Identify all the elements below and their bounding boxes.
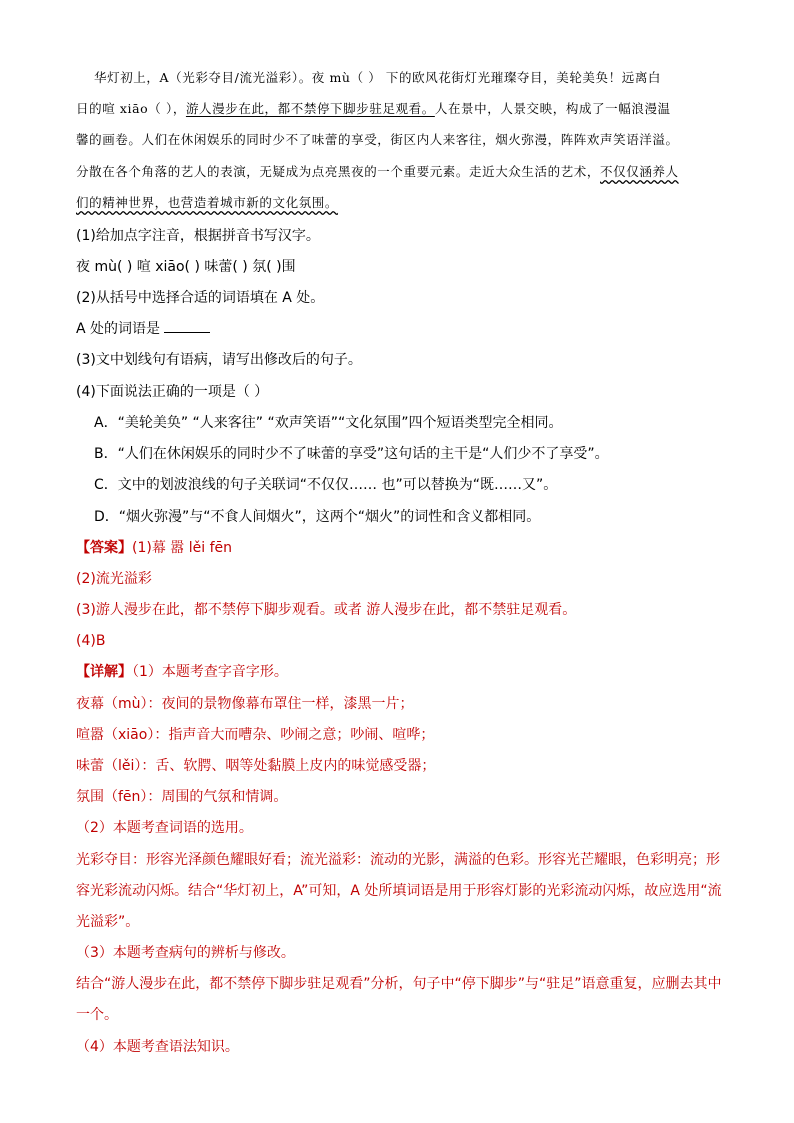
- answer-1: (1)幕 嚣 lěi fēn: [132, 540, 232, 556]
- question-3: (3)文中划线句有语病，请写出修改后的句子。: [76, 352, 362, 368]
- answer-2: (2)流光溢彩: [76, 571, 152, 587]
- option-b: B．“人们在休闲娱乐的同时少不了味蕾的享受”这句话的主干是“人们少不了享受”。: [94, 446, 609, 462]
- detail-7: 光彩夺目：形容光泽颜色耀眼好看；流光溢彩：流动的光影，满溢的色彩。形容光芒耀眼，色彩明亮；形: [76, 852, 720, 868]
- question-1-items: 夜 mù( ) 喧 xiāo( ) 味蕾( ) 氛( )围: [76, 259, 296, 275]
- question-2-answer-line: [76, 319, 210, 339]
- wavy-underlined-sentence-end: 们的精神世界，也营造着城市新的文化氛围。: [76, 195, 339, 210]
- answer-label: 【答案】: [76, 540, 132, 556]
- detail-13: （4）本题考查语法知识。: [76, 1039, 239, 1055]
- answer-4: (4)B: [76, 633, 106, 649]
- passage-line-5: [76, 193, 338, 213]
- passage-line-1: 华灯初上，A（光彩夺目/流光溢彩）。夜 mù（ ） 下的欧风花街灯光璀璨夺目，美轮美奂！远离白: [94, 70, 662, 85]
- detail-5: 氛围（fēn）：周围的气氛和情调。: [76, 789, 288, 805]
- passage-line-2: [76, 99, 671, 119]
- detail-label-line: [76, 662, 288, 682]
- detail-3: 喧嚣（xiāo）：指声音大而嘈杂、吵闹之意；吵闹、喧哗；: [76, 727, 435, 743]
- question-1: (1)给加点字注音，根据拼音书写汉字。: [76, 228, 320, 244]
- answer-blank: [164, 320, 210, 333]
- passage-line-2-start: 日的喧 xiāo（ ），: [76, 101, 186, 116]
- detail-10: （3）本题考查病句的辨析与修改。: [76, 945, 295, 961]
- option-d: D．“烟火弥漫”与“不食人间烟火”，这两个“烟火”的词性和含义都相同。: [94, 509, 541, 525]
- answer-3: (3)游人漫步在此，都不禁停下脚步观看。或者 游人漫步在此，都不禁驻足观看。: [76, 602, 577, 618]
- detail-label: 【详解】: [76, 664, 132, 680]
- detail-11: 结合“游人漫步在此，都不禁停下脚步驻足观看”分析，句子中“停下脚步”与“驻足”语意重复，应删去其中: [76, 976, 722, 992]
- option-a: A．“美轮美奂” “人来客往” “欢声笑语”“文化氛围”四个短语类型完全相同。: [94, 415, 563, 431]
- passage-line-4: [76, 162, 679, 182]
- passage-line-2-end: 人在景中，人景交映，构成了一幅浪漫温: [434, 101, 671, 116]
- underlined-sentence: 游人漫步在此，都不禁停下脚步驻足观看。: [185, 101, 435, 116]
- wavy-underlined-sentence-start: 不仅仅涵养人: [600, 164, 679, 179]
- answer-line-1: [76, 538, 232, 558]
- option-c: C．文中的划波浪线的句子关联词“不仅仅…… 也”可以替换为“既……又”。: [94, 477, 558, 493]
- detail-9: 光溢彩”。: [76, 914, 140, 930]
- question-2-prompt: A 处的词语是: [76, 321, 161, 337]
- detail-4: 味蕾（lěi）：舌、软腭、咽等处黏膜上皮内的味觉感受器；: [76, 758, 436, 774]
- detail-8: 容光彩流动闪烁。结合“华灯初上，A”可知，A 处所填词语是用于形容灯影的光彩流动闪烁，故应选用“流: [76, 883, 722, 899]
- question-2: (2)从括号中选择合适的词语填在 A 处。: [76, 290, 325, 306]
- detail-12: 一个。: [76, 1007, 118, 1023]
- passage-line-3: 馨的画卷。人们在休闲娱乐的同时少不了味蕾的享受，街区内人来客往，烟火弥漫，阵阵欢声笑语洋溢。: [76, 132, 679, 147]
- question-4: (4)下面说法正确的一项是（ ）: [76, 384, 269, 400]
- detail-2: 夜幕（mù）：夜间的景物像幕布罩住一样，漆黑一片；: [76, 696, 414, 712]
- passage-line-4-start: 分散在各个角落的艺人的表演，无疑成为点亮黑夜的一个重要元素。走近大众生活的艺术，: [76, 164, 601, 179]
- detail-1: （1）本题考查字音字形。: [132, 664, 288, 680]
- detail-6: （2）本题考查词语的选用。: [76, 820, 253, 836]
